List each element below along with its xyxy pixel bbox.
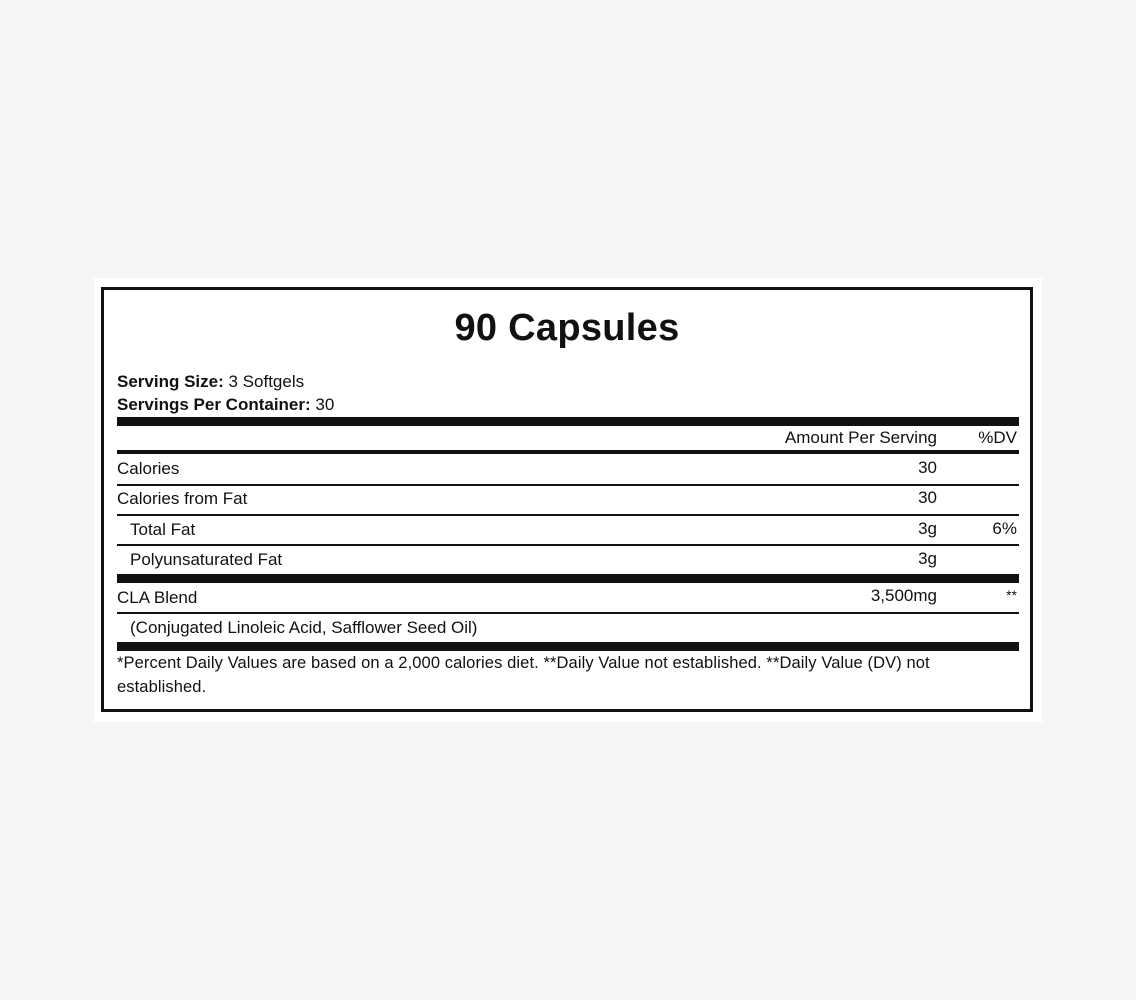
divider-thin	[117, 612, 1019, 614]
panel-title: 90 Capsules	[454, 307, 680, 349]
divider-thick	[117, 574, 1019, 583]
nutrient-name-calories-from-fat: Calories from Fat	[117, 489, 248, 508]
divider-thick	[117, 417, 1019, 426]
nutrient-name-calories: Calories	[117, 459, 180, 478]
divider-thin	[117, 514, 1019, 516]
serving-size-value: 3 Softgels	[228, 372, 305, 391]
serving-size-label: Serving Size:	[117, 372, 224, 391]
nutrient-name-cla-blend: CLA Blend	[117, 588, 198, 607]
divider-medium	[117, 450, 1019, 454]
nutrient-name-polyunsaturated-fat: Polyunsaturated Fat	[130, 550, 283, 569]
serving-size	[117, 371, 304, 393]
dv-header: %DV	[978, 428, 1017, 447]
supplement-facts-panel	[101, 287, 1033, 712]
servings-per-container-value: 30	[315, 395, 335, 414]
divider-thin	[117, 544, 1019, 546]
nutrient-amount-polyunsaturated-fat: 3g	[918, 549, 937, 568]
servings-per-container	[117, 394, 334, 416]
divider-thin	[117, 484, 1019, 486]
servings-per-container-label: Servings Per Container:	[117, 395, 311, 414]
divider-thick	[117, 642, 1019, 651]
nutrient-amount-calories-from-fat: 30	[918, 488, 937, 507]
footnote: *Percent Daily Values are based on a 2,000 calories diet. **Daily Value not established. **Daily Value (DV) not established.	[117, 654, 930, 696]
nutrient-name-total-fat: Total Fat	[130, 520, 196, 539]
nutrient-amount-cla-blend: 3,500mg	[870, 586, 937, 605]
nutrient-amount-calories: 30	[918, 458, 937, 477]
nutrient-amount-total-fat: 3g	[918, 519, 937, 538]
nutrient-dv-total-fat: 6%	[992, 519, 1017, 538]
nutrient-dv-cla-blend: **	[1006, 587, 1017, 603]
amount-per-serving-header: Amount Per Serving	[784, 428, 937, 447]
nutrient-name-cla-source: (Conjugated Linoleic Acid, Safflower Seed Oil)	[130, 618, 478, 637]
